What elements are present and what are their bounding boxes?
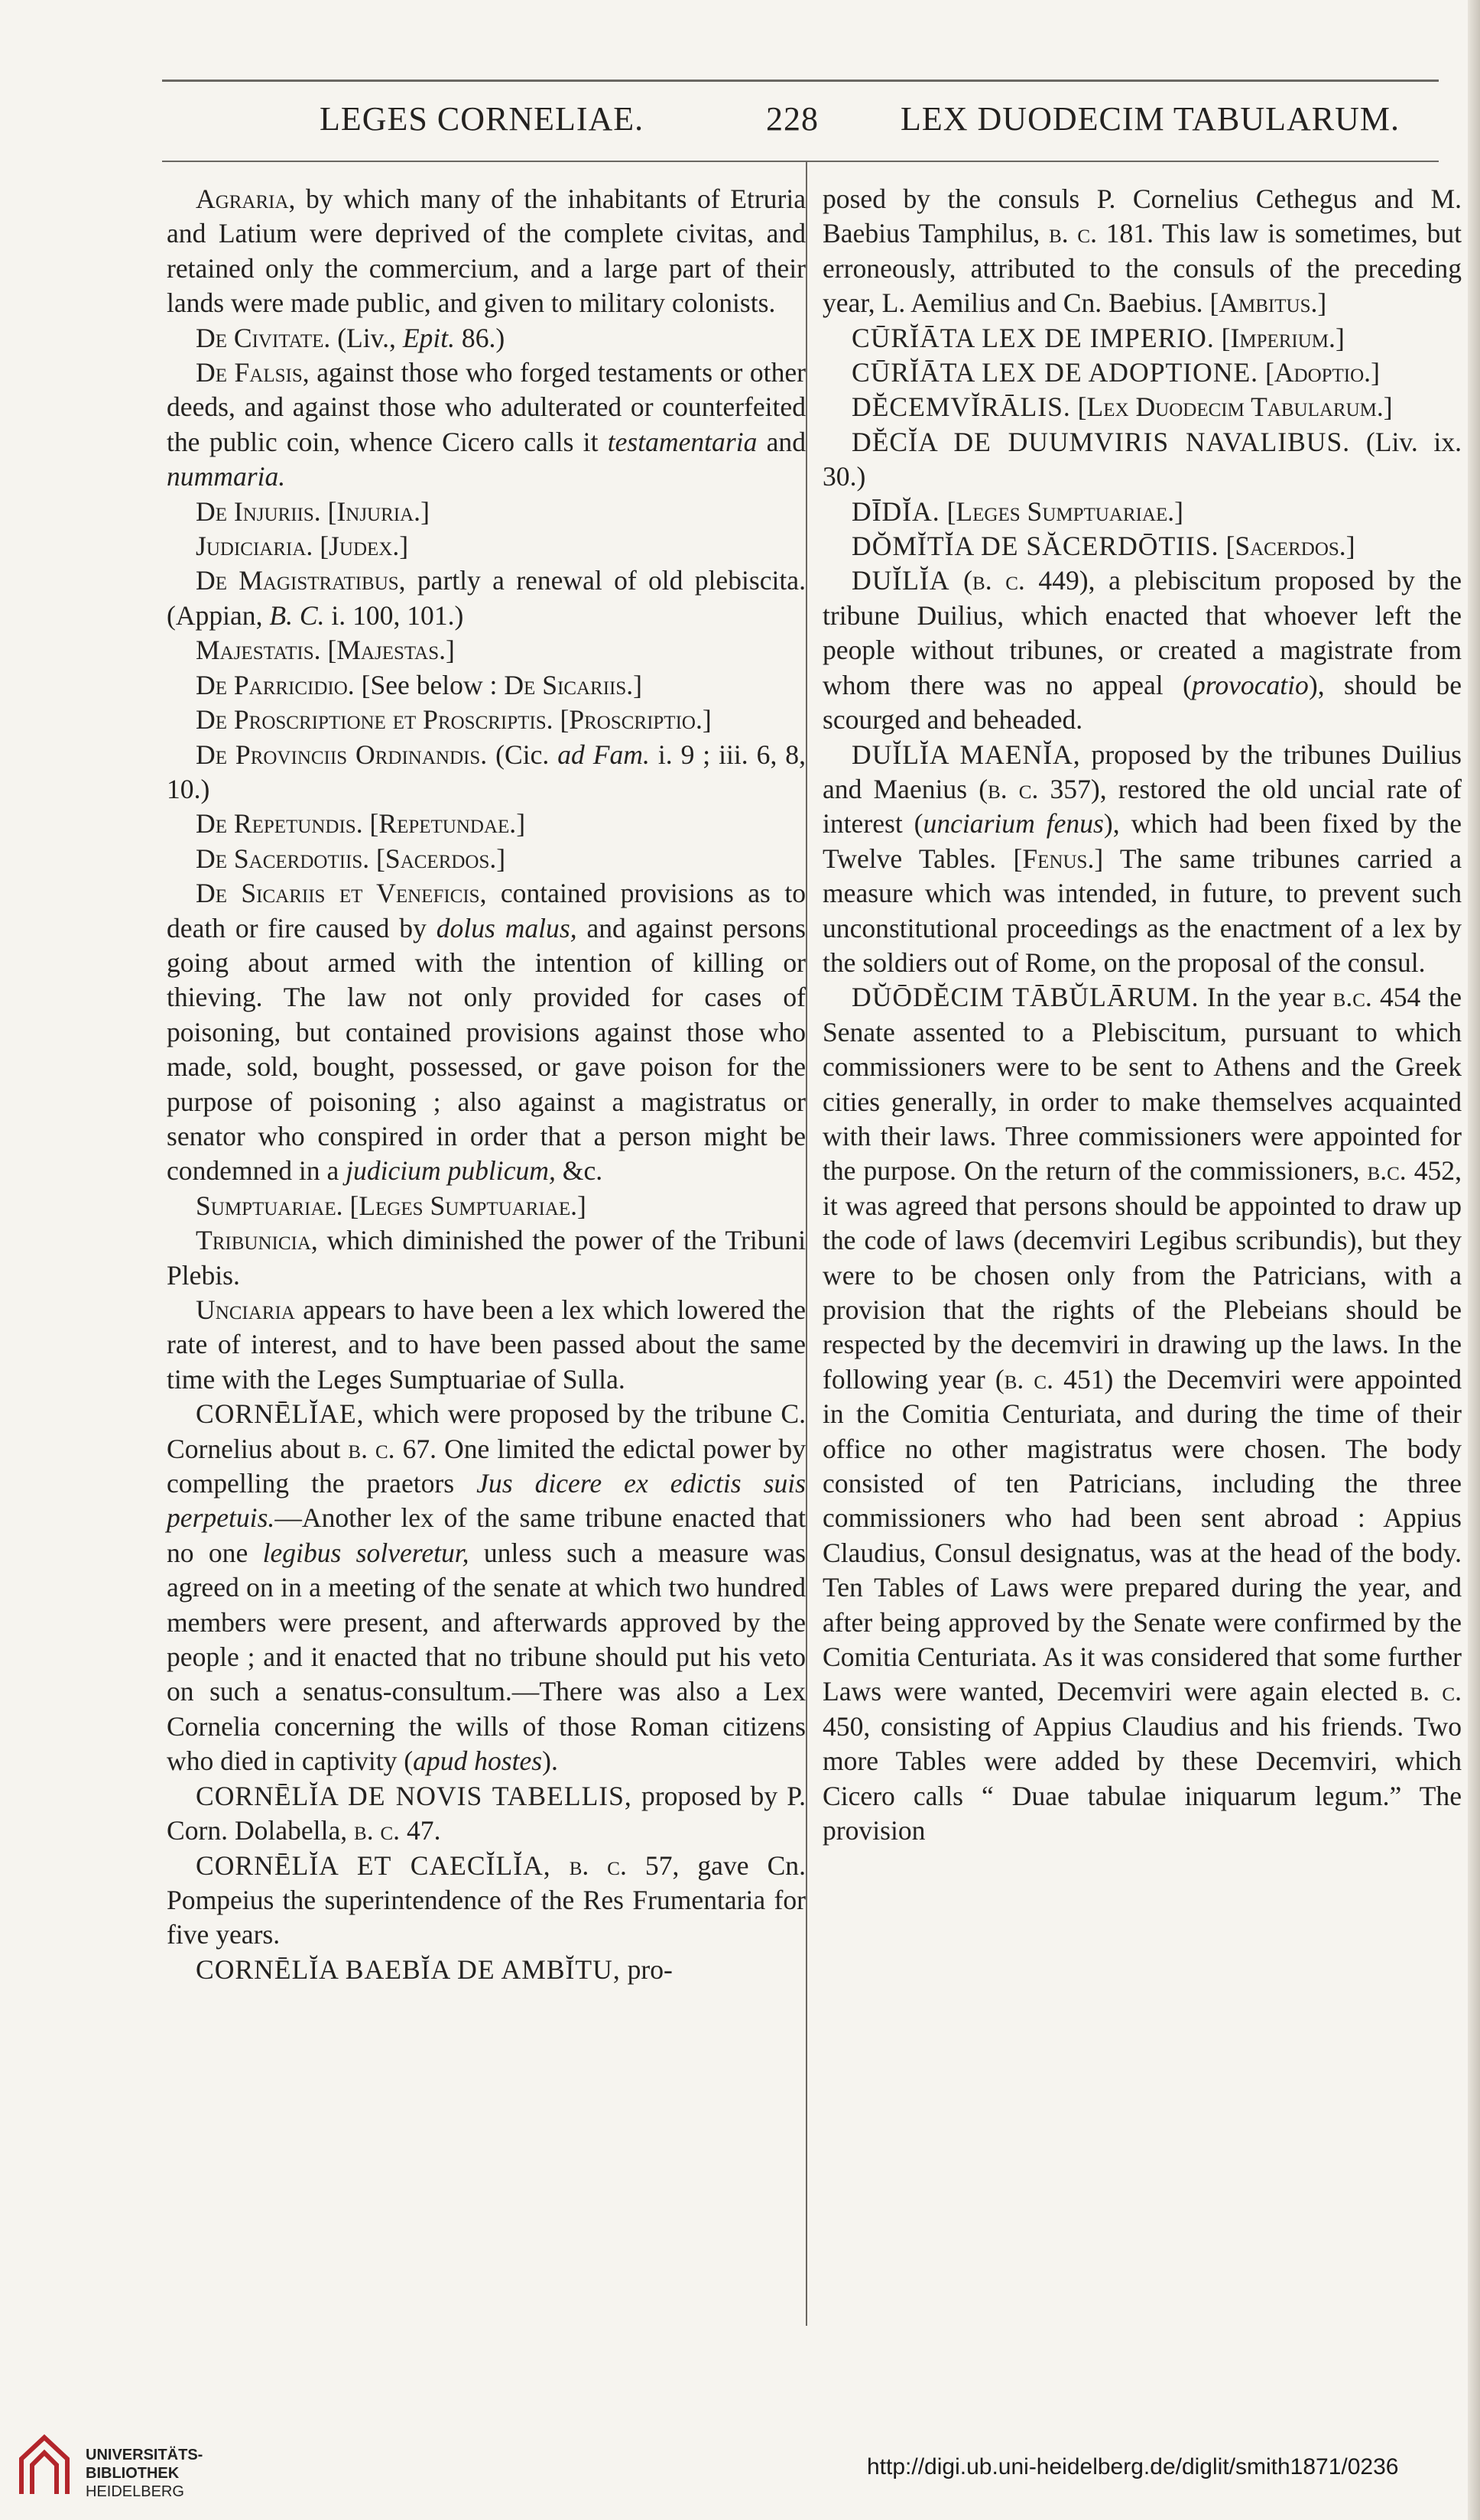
text-run: CORNĒLĬAE,: [196, 1398, 365, 1430]
text-run: nummaria.: [167, 461, 286, 492]
paragraph: [167, 807, 806, 841]
text-run: Sumptuariae.: [196, 1190, 343, 1221]
source-url-link[interactable]: http://digi.ub.uni-heidelberg.de/diglit/smith1871/0236: [867, 2454, 1399, 2479]
text-run: unciarium fenus: [923, 808, 1104, 839]
text-run: DUĬLĬA MAENĬA,: [852, 739, 1081, 770]
text-run: DŬŌDĔCIM TĀBŬLĀRUM.: [852, 982, 1199, 1013]
text-run: [: [362, 808, 379, 839]
text-run: ad Fam.: [557, 739, 650, 770]
text-run: unless such a measure was agreed on in a meeting of the senate at which two hundred members were present, and afterwards approved by the people ; and it enacted that no tribune should put his veto on such a senatus-consultum.—There was also a Lex Cornelia concerning the wills of those Roman citizens who died in captivity (: [167, 1537, 806, 1777]
text-run: De Repetundis.: [196, 808, 363, 839]
text-run: ]: [446, 635, 455, 666]
text-run: Leges Sumptuariae.: [359, 1190, 578, 1221]
text-run: Lex Duodecim Tabularum.: [1086, 391, 1384, 423]
text-run: CŪRĬĀTA LEX DE ADOPTIONE.: [852, 357, 1259, 388]
text-run: ), should be scourged and beheaded.: [823, 669, 1462, 736]
column-divider: [806, 162, 807, 2326]
text-run: In the year: [1199, 982, 1333, 1013]
text-run: Adoptio.: [1274, 357, 1371, 388]
text-run: De Sicariis et Veneficis,: [196, 878, 487, 909]
text-run: i. 100, 101.): [324, 599, 464, 631]
paragraph: [167, 876, 806, 1189]
text-run: 47.: [400, 1815, 441, 1846]
text-run: b. c.: [972, 565, 1025, 596]
paragraph: [167, 356, 806, 495]
text-run: DĪDĬA.: [852, 495, 940, 527]
text-run: Jus dicere ex edictis suis perpetuis.: [167, 1468, 806, 1534]
paragraph: [167, 529, 806, 563]
text-run: Leges Sumptuariae.: [956, 495, 1175, 527]
text-run: which were proposed by the tribune C. Cornelius about: [167, 1398, 806, 1464]
text-run: (Liv.,: [330, 322, 403, 353]
header-rule: [162, 161, 1439, 162]
page-number: 228: [766, 100, 819, 138]
text-run: 452, it was agreed that persons should be appointed to draw up the code of laws (decemviri Legibus scribundis), but they were to be chosen only from the Patricians, with a provision that the rights of the Plebeians should be respected by the decemviri in drawing up the laws. In the following year (: [823, 1155, 1462, 1395]
paragraph: [823, 563, 1462, 737]
text-run: De Sicariis.: [504, 669, 634, 700]
page-edge: [1468, 0, 1480, 2520]
paragraph: [167, 633, 806, 667]
text-run: CORNĒLĬA DE NOVIS TABELLIS,: [196, 1780, 632, 1811]
paragraph: [823, 390, 1462, 424]
text-run: CORNĒLĬA ET CAECĬLĬA,: [196, 1849, 551, 1881]
text-run: and: [757, 426, 806, 457]
text-run: DĔCĬA DE DUUMVIRIS NAVALIBUS.: [852, 426, 1351, 457]
paragraph: [167, 703, 806, 737]
text-run: dolus malus,: [436, 912, 577, 943]
text-run: ]: [1317, 287, 1327, 319]
text-run: ]: [1383, 391, 1393, 423]
text-run: against those who forged testaments or other deeds, and against those who adulterated or counterfeited the public coin, whence Cicero calls it: [167, 357, 806, 457]
running-head-left: LEGES CORNELIAE.: [320, 100, 644, 138]
text-run: b. c.: [1049, 218, 1097, 249]
text-run: DUĬLĬA: [852, 565, 950, 596]
paragraph: [823, 321, 1462, 356]
text-run: [: [320, 635, 337, 666]
text-run: 454 the Senate assented to a Plebiscitum, pursuant to which commissioners were to be sent to Athens and the Greek cities generally, in order to make themselves acquainted with their laws. Three commissioners were appointed for the purpose. On the return of the commissioners,: [823, 982, 1462, 1187]
text-run: [: [320, 495, 337, 527]
paragraph: [167, 738, 806, 807]
text-run: b. c.: [1004, 1363, 1054, 1395]
text-run: ]: [516, 808, 526, 839]
text-run: ]: [577, 1190, 586, 1221]
paragraph: [167, 1779, 806, 1849]
paragraph: [167, 321, 806, 356]
paragraph: [167, 668, 806, 703]
paragraph: [167, 563, 806, 633]
text-run: De Civitate.: [196, 322, 331, 353]
paragraph: [167, 495, 806, 529]
text-run: [: [342, 1190, 359, 1221]
text-run: Sacerdos.: [385, 843, 497, 874]
paragraph: [167, 1397, 806, 1778]
text-run: (Liv. ix. 30.): [823, 426, 1462, 492]
text-run: b.c.: [1367, 1155, 1407, 1187]
text-run: De Proscriptione et Proscriptis.: [196, 704, 553, 736]
text-run: 451) the Decemviri were appointed in the Comitia Centuriata, and during the time of their office no other magistratus were chosen. The body consisted of ten Patricians, including the three commissioners who had been sent abroad : Appius Claudius, Consul designatus, was at the head of the body. Ten Tables of Laws were prepared during the year, and after being approved by the Senate were confirmed by the Comitia Centuriata. As it was considered that some further Laws were wanted, Decemviri were again elected: [823, 1363, 1462, 1707]
text-run: ]: [702, 704, 712, 736]
text-run: CŪRĬĀTA LEX DE IMPERIO.: [852, 322, 1215, 353]
text-run: which diminished the power of the Tribuni Plebis.: [167, 1225, 806, 1291]
text-run: ]: [399, 531, 409, 562]
text-run: 67. One limited the edictal power by compelling the praetors: [167, 1433, 806, 1499]
text-run: pro-: [620, 1953, 673, 1985]
logo-text-line: BIBLIOTHEK: [86, 2465, 180, 2482]
text-run: ]: [1371, 357, 1380, 388]
paragraph: [167, 1189, 806, 1223]
text-run: Imperium.: [1230, 322, 1336, 353]
text-run: provocatio: [1192, 669, 1309, 700]
text-run: [: [1258, 357, 1274, 388]
text-run: [: [553, 704, 570, 736]
logo-text-line: UNIVERSITÄTS-: [86, 2447, 203, 2463]
paragraph: [823, 980, 1462, 1848]
right-column: [823, 182, 1462, 1849]
paragraph: [823, 495, 1462, 529]
paragraph: [167, 182, 806, 321]
text-run: b. c.: [348, 1433, 395, 1464]
text-run: 449), a plebiscitum proposed by the tribune Duilius, which enacted that whoever left the people without tribunes, or created a magistrate from whom there was no appeal (: [823, 565, 1462, 700]
text-run: ), which had been fixed by the Twelve Tables. [: [823, 808, 1462, 874]
text-run: Epit.: [402, 322, 456, 353]
text-run: —Another lex of the same tribune enacted that no one: [167, 1502, 806, 1568]
text-run: (: [949, 565, 973, 596]
text-run: De Falsis,: [196, 357, 310, 388]
text-run: ] The same tribunes carried a measure which was intended, in future, to prevent such unconstitutional proceedings as the enactment of a lex by the soldiers out of Rome, on the proposal of the consul.: [823, 843, 1462, 978]
text-run: Proscriptio.: [569, 704, 703, 736]
text-run: Judiciaria.: [196, 531, 313, 562]
left-column: [167, 182, 806, 1987]
text-run: De Provinciis Ordinandis.: [196, 739, 488, 770]
text-run: ).: [542, 1745, 558, 1777]
text-run: ]: [496, 843, 506, 874]
text-run: b. c.: [1410, 1676, 1462, 1707]
text-run: CORNĒLĬA BAEBĬA DE AMBĬTU,: [196, 1953, 621, 1985]
text-run: [: [940, 495, 956, 527]
text-run: 181. This law is sometimes, but erroneously, attributed to the consuls of the preceding year, L. Aemilius and Cn. Baebius. [: [823, 218, 1462, 319]
paragraph: [167, 1849, 806, 1953]
text-run: 57, gave Cn. Pompeius the superintendence of the Res Frumentaria for five years.: [167, 1849, 806, 1950]
text-run: De Parricidio.: [196, 669, 355, 700]
logo-text-line: HEIDELBERG: [86, 2483, 184, 2500]
text-run: appears to have been a lex which lowered the rate of interest, and to have been passed about the same time with the Leges Sumptuariae of Sulla.: [167, 1294, 806, 1395]
text-run: Agraria,: [196, 183, 296, 214]
text-run: ]: [420, 495, 430, 527]
text-run: ]: [1345, 531, 1355, 562]
text-run: proposed by the tribunes Duilius and Maenius (: [823, 739, 1462, 804]
text-run: [: [313, 531, 329, 562]
text-run: partly a renewal of old plebiscita. (Appian,: [167, 565, 806, 631]
text-run: legibus solveretur,: [262, 1537, 469, 1568]
text-run: Fenus.: [1022, 843, 1095, 874]
text-run: &c.: [555, 1155, 603, 1187]
running-head-right: LEX DUODECIM TABULARUM.: [901, 100, 1400, 138]
text-run: [: [369, 843, 385, 874]
text-run: and against persons going about armed with the intention of killing or thieving. The law not only provided for cases of poisoning, but contained provisions against those who made, sold, bought, possessed, or gave poison for the purpose of poisoning ; also against a magistratus or senator who conspired in order that a person might be condemned in a: [167, 912, 807, 1187]
text-run: proposed by P. Corn. Dolabella,: [167, 1780, 806, 1846]
text-run: Majestas.: [336, 635, 446, 666]
text-run: Unciaria: [196, 1294, 295, 1325]
text-run: ]: [1174, 495, 1183, 527]
paragraph: [823, 356, 1462, 390]
text-run: DĔCEMVĬRĀLIS.: [852, 391, 1071, 423]
text-run: Tribunicia,: [196, 1225, 318, 1256]
text-run: b. c.: [569, 1849, 627, 1881]
text-run: [See below :: [354, 669, 505, 700]
text-run: posed by the consuls P. Cornelius Cethegus and M. Baebius Tamphilus,: [823, 183, 1462, 249]
text-run: [: [1219, 531, 1235, 562]
text-run: Judex.: [329, 531, 400, 562]
library-crest-icon: [14, 2428, 75, 2502]
text-run: B. C.: [269, 599, 325, 631]
text-run: [: [1214, 322, 1231, 353]
text-run: 357), restored the old uncial rate of interest (: [823, 773, 1462, 839]
text-run: (Cic.: [487, 739, 558, 770]
text-run: contained provisions as to death or fire caused by: [167, 878, 806, 943]
text-run: Ambitus.: [1219, 287, 1318, 319]
paragraph: [167, 1293, 806, 1397]
paragraph: [823, 738, 1462, 981]
text-run: DŎMĬTĬA DE SĂCERDŌTIIS.: [852, 531, 1219, 562]
text-run: ]: [633, 669, 643, 700]
text-run: [551, 1850, 570, 1881]
paragraph: [823, 182, 1462, 321]
text-run: b.c.: [1332, 982, 1372, 1013]
text-run: 86.): [455, 322, 505, 353]
text-run: 450, consisting of Appius Claudius and his friends. Two more Tables were added by these Decemviri, which Cicero calls “ Duae tabulae iniquarum legum.” The provision: [823, 1710, 1462, 1846]
paragraph: [167, 1223, 806, 1293]
text-run: b. c.: [988, 773, 1039, 804]
paragraph: [167, 842, 806, 876]
text-run: Injuria.: [336, 495, 421, 527]
paragraph: [823, 425, 1462, 495]
library-logo[interactable]: [14, 2428, 243, 2512]
paragraph: [167, 1953, 806, 1987]
text-run: testamentaria: [607, 426, 758, 457]
text-run: by which many of the inhabitants of Etruria and Latium were deprived of the complete civitas, and retained only the commercium, and a large part of their lands were made public, and given to military colonists.: [167, 183, 806, 319]
text-run: b. c.: [354, 1815, 401, 1846]
top-rule: [162, 80, 1439, 82]
text-run: De Injuriis.: [196, 495, 321, 527]
text-run: Majestatis.: [196, 635, 321, 666]
text-run: ]: [1335, 322, 1345, 353]
text-run: [: [1070, 391, 1087, 423]
paragraph: [823, 529, 1462, 563]
text-run: De Sacerdotiis.: [196, 843, 370, 874]
text-run: i. 9 ; iii. 6, 8, 10.): [167, 739, 806, 804]
text-run: Sacerdos.: [1235, 531, 1346, 562]
text-run: Repetundae.: [378, 808, 517, 839]
text-run: De Magistratibus,: [196, 565, 406, 596]
text-run: apud hostes: [413, 1745, 543, 1777]
text-run: judicium publicum,: [346, 1155, 556, 1187]
